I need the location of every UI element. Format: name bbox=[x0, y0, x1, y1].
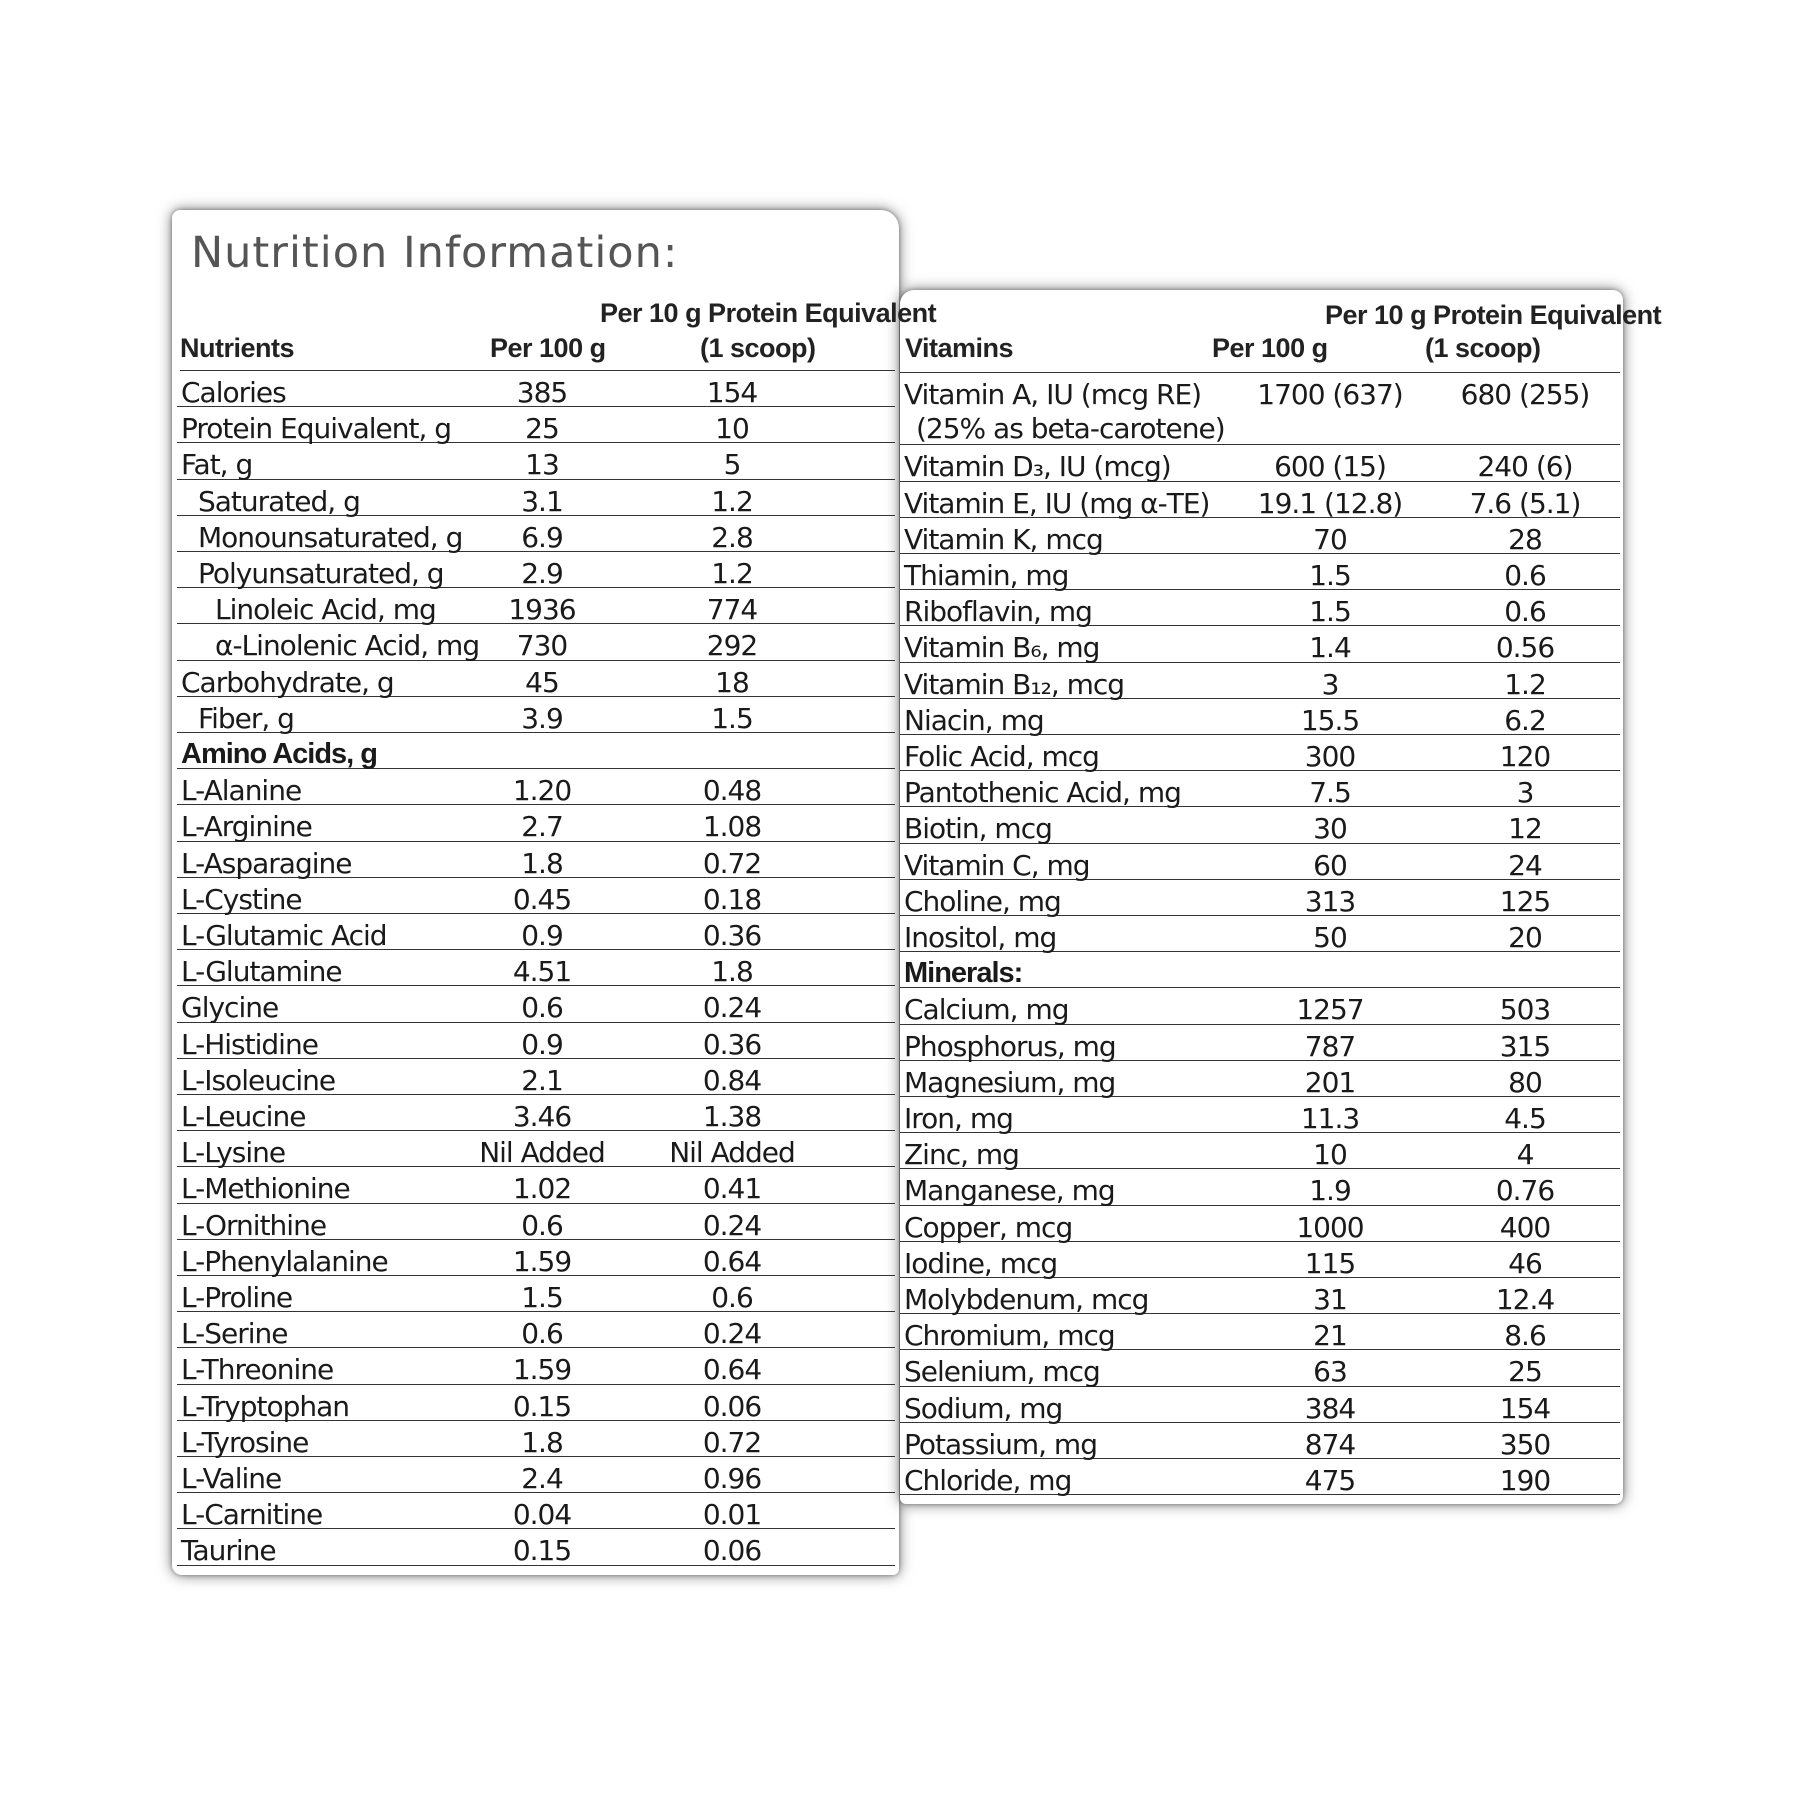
nutrient-name: Saturated, g bbox=[198, 484, 360, 518]
per-scoop-value: 8.6 bbox=[1504, 1319, 1546, 1353]
nutrient-name: Selenium, mcg bbox=[904, 1355, 1100, 1389]
per-100g-value: 63 bbox=[1313, 1355, 1347, 1389]
per-scoop-value: 20 bbox=[1508, 921, 1542, 954]
nutrient-name: L-Glutamine bbox=[181, 955, 342, 989]
per-scoop-value: 0.06 bbox=[702, 1534, 762, 1568]
per-100g-value: 0.15 bbox=[512, 1389, 572, 1423]
nutrient-name: L-Serine bbox=[181, 1317, 288, 1351]
per-100g-value: 70 bbox=[1313, 522, 1347, 556]
per-100g-value: 0.45 bbox=[512, 882, 572, 916]
nutrient-name: L-Asparagine bbox=[181, 846, 352, 880]
table-row bbox=[900, 772, 1620, 810]
table-row bbox=[177, 698, 895, 733]
nutrient-name: Zinc, mg bbox=[904, 1138, 1019, 1172]
per-100g-value: 25 bbox=[525, 412, 559, 446]
per-100g-value: 874 bbox=[1304, 1427, 1356, 1461]
nutrient-name: L-Threonine bbox=[181, 1353, 334, 1387]
per-100g-value: 1.5 bbox=[1309, 559, 1351, 592]
table-row bbox=[900, 1207, 1620, 1242]
nutrient-name: Monounsaturated, g bbox=[198, 520, 463, 554]
table-row bbox=[177, 625, 895, 663]
table-row bbox=[177, 1096, 895, 1131]
nutrient-name-note: (25% as beta-carotene) bbox=[916, 412, 1225, 446]
nutrient-name: L-Alanine bbox=[181, 774, 302, 808]
per-100g-value: 2.7 bbox=[521, 810, 563, 844]
nutrient-name: Chloride, mg bbox=[904, 1464, 1072, 1497]
table-row bbox=[900, 555, 1620, 590]
per-scoop-value: 0.6 bbox=[711, 1281, 753, 1314]
table-row bbox=[177, 915, 895, 950]
per-scoop-value: 0.41 bbox=[702, 1172, 762, 1206]
per-scoop-value: 0.06 bbox=[702, 1389, 762, 1423]
nutrient-name: L-Glutamic Acid bbox=[181, 919, 387, 952]
per-100g-value: 50 bbox=[1313, 921, 1347, 954]
per-scoop-value: 0.72 bbox=[702, 1425, 762, 1459]
table-row bbox=[177, 1458, 895, 1493]
nutrient-name: Glycine bbox=[181, 991, 279, 1025]
table-row bbox=[177, 1313, 895, 1351]
per-scoop-value: 25 bbox=[1508, 1355, 1542, 1389]
table-row bbox=[900, 1315, 1620, 1353]
right-header-rule bbox=[900, 372, 1620, 373]
table-row bbox=[177, 1132, 895, 1170]
table-row bbox=[177, 1494, 895, 1532]
nutrient-name: L-Isoleucine bbox=[181, 1063, 336, 1097]
per-100g-value: 1.4 bbox=[1309, 631, 1351, 665]
per-scoop-value: 154 bbox=[706, 376, 758, 409]
per-scoop-value: 190 bbox=[1499, 1464, 1551, 1497]
per-scoop-value: 0.24 bbox=[702, 991, 762, 1025]
right-col-scoop: (1 scoop) bbox=[1425, 333, 1541, 363]
per-scoop-value: 0.84 bbox=[702, 1063, 762, 1097]
nutrient-name: Vitamin D₃, IU (mcg) bbox=[904, 450, 1171, 484]
per-100g-value: 31 bbox=[1313, 1283, 1347, 1316]
per-scoop-value: 4 bbox=[1516, 1138, 1534, 1172]
nutrient-name: Carbohydrate, g bbox=[181, 665, 394, 699]
per-scoop-value: 24 bbox=[1508, 848, 1542, 882]
table-row bbox=[900, 591, 1620, 629]
nutrient-name: Molybdenum, mcg bbox=[904, 1283, 1149, 1316]
per-scoop-value: 680 (255) bbox=[1460, 378, 1590, 411]
per-100g-value: 201 bbox=[1304, 1065, 1356, 1099]
nutrient-name: L-Valine bbox=[181, 1462, 282, 1495]
table-row bbox=[177, 1530, 895, 1568]
nutrient-name: L-Methionine bbox=[181, 1172, 350, 1206]
table-row bbox=[177, 517, 895, 552]
per-100g-value: Nil Added bbox=[479, 1136, 605, 1170]
per-scoop-value: 0.6 bbox=[1504, 595, 1546, 629]
per-100g-value: 7.5 bbox=[1309, 776, 1351, 810]
per-scoop-value: 0.64 bbox=[702, 1244, 762, 1278]
table-row bbox=[177, 372, 895, 407]
nutrient-name: L-Tyrosine bbox=[181, 1425, 309, 1459]
per-scoop-value: 315 bbox=[1499, 1029, 1551, 1063]
per-100g-value: 313 bbox=[1304, 884, 1356, 918]
nutrient-name: Inositol, mg bbox=[904, 921, 1057, 954]
per-scoop-value: 0.18 bbox=[702, 882, 762, 916]
per-100g-value: 1936 bbox=[508, 593, 576, 627]
right-col-vitamins: Vitamins bbox=[905, 333, 1014, 363]
per-100g-value: 3.46 bbox=[512, 1100, 572, 1133]
nutrient-name: L-Tryptophan bbox=[181, 1389, 350, 1423]
per-100g-value: 1.59 bbox=[512, 1353, 572, 1387]
per-100g-value: 10 bbox=[1313, 1138, 1347, 1172]
per-100g-value: 15.5 bbox=[1300, 703, 1360, 737]
table-row bbox=[177, 1168, 895, 1206]
nutrient-name: Vitamin A, IU (mcg RE) bbox=[904, 378, 1202, 411]
table-row bbox=[177, 553, 895, 588]
table-row bbox=[177, 589, 895, 627]
per-100g-value: 0.15 bbox=[512, 1534, 572, 1568]
table-row bbox=[177, 408, 895, 446]
table-row bbox=[177, 879, 895, 914]
table-row bbox=[900, 627, 1620, 665]
per-100g-value: 0.9 bbox=[521, 919, 563, 952]
per-100g-value: 730 bbox=[516, 629, 568, 663]
per-100g-value: 19.1 (12.8) bbox=[1257, 486, 1403, 520]
per-100g-value: 1.02 bbox=[512, 1172, 572, 1206]
table-row bbox=[900, 736, 1620, 771]
per-scoop-value: 12 bbox=[1508, 812, 1542, 846]
table-row bbox=[177, 951, 895, 989]
nutrient-name: Folic Acid, mcg bbox=[904, 740, 1099, 773]
nutrient-name: Minerals: bbox=[904, 957, 1023, 990]
per-100g-value: 13 bbox=[525, 448, 559, 482]
table-row bbox=[900, 1351, 1620, 1389]
per-100g-value: 475 bbox=[1304, 1464, 1356, 1497]
table-row bbox=[177, 444, 895, 482]
per-scoop-value: 1.8 bbox=[711, 955, 753, 989]
left-col-nutrients: Nutrients bbox=[180, 333, 295, 363]
per-scoop-value: 18 bbox=[715, 665, 749, 699]
table-row bbox=[177, 1205, 895, 1240]
table-row bbox=[900, 989, 1620, 1027]
nutrient-name: Linoleic Acid, mg bbox=[215, 593, 436, 627]
nutrient-name: Potassium, mg bbox=[904, 1427, 1097, 1461]
table-row bbox=[900, 664, 1620, 699]
per-scoop-value: 46 bbox=[1508, 1246, 1542, 1280]
table-row bbox=[177, 1386, 895, 1421]
left-group-label: Per 10 g Protein Equivalent bbox=[600, 298, 937, 328]
nutrient-name: L-Leucine bbox=[181, 1100, 306, 1133]
per-scoop-value: 1.5 bbox=[711, 701, 753, 735]
per-scoop-value: 7.6 (5.1) bbox=[1469, 486, 1581, 520]
table-row bbox=[177, 770, 895, 808]
nutrient-name: L-Phenylalanine bbox=[181, 1244, 388, 1278]
per-scoop-value: 240 (6) bbox=[1477, 450, 1573, 484]
table-row bbox=[900, 1062, 1620, 1097]
table-row bbox=[177, 843, 895, 878]
per-scoop-value: 0.48 bbox=[702, 774, 762, 808]
per-100g-value: 115 bbox=[1304, 1246, 1356, 1280]
nutrient-name: Choline, mg bbox=[904, 884, 1061, 918]
per-scoop-value: 80 bbox=[1508, 1065, 1542, 1099]
per-100g-value: 60 bbox=[1313, 848, 1347, 882]
nutrient-name: Riboflavin, mg bbox=[904, 595, 1092, 629]
per-100g-value: 0.04 bbox=[512, 1498, 572, 1532]
nutrient-name: L-Arginine bbox=[181, 810, 312, 844]
nutrient-name: Biotin, mcg bbox=[904, 812, 1052, 846]
nutrient-name: Vitamin B₁₂, mcg bbox=[904, 667, 1125, 701]
table-row bbox=[177, 806, 895, 844]
table-row bbox=[900, 1388, 1620, 1423]
table-row bbox=[900, 1460, 1620, 1495]
per-100g-value: 1.20 bbox=[512, 774, 572, 808]
nutrient-name: L-Proline bbox=[181, 1281, 293, 1314]
table-row bbox=[900, 1026, 1620, 1061]
per-scoop-value: 1.2 bbox=[711, 484, 753, 518]
per-100g-value: 1.5 bbox=[521, 1281, 563, 1314]
per-scoop-value: 125 bbox=[1499, 884, 1551, 918]
left-col-per100: Per 100 g bbox=[490, 333, 606, 363]
right-col-per100: Per 100 g bbox=[1212, 333, 1328, 363]
per-100g-value: 1.8 bbox=[521, 846, 563, 880]
per-scoop-value: 0.36 bbox=[702, 919, 762, 952]
per-scoop-value: 1.38 bbox=[702, 1100, 762, 1133]
nutrient-name: Protein Equivalent, g bbox=[181, 412, 452, 446]
per-scoop-value: 6.2 bbox=[1504, 703, 1546, 737]
per-100g-value: 4.51 bbox=[512, 955, 572, 989]
nutrient-name: α-Linolenic Acid, mg bbox=[215, 629, 480, 663]
table-row bbox=[900, 845, 1620, 880]
per-100g-value: 3 bbox=[1321, 667, 1339, 701]
nutrient-name: Fat, g bbox=[181, 448, 253, 482]
table-row bbox=[900, 1098, 1620, 1133]
per-100g-value: 1000 bbox=[1296, 1210, 1364, 1244]
nutrient-name: Magnesium, mg bbox=[904, 1065, 1116, 1099]
per-scoop-value: 0.01 bbox=[702, 1498, 762, 1532]
table-row bbox=[900, 1279, 1620, 1314]
right-group-label: Per 10 g Protein Equivalent bbox=[1325, 300, 1662, 330]
table-row bbox=[177, 1024, 895, 1059]
nutrient-name: Phosphorus, mg bbox=[904, 1029, 1116, 1063]
per-100g-value: 384 bbox=[1304, 1391, 1356, 1425]
per-scoop-value: 0.64 bbox=[702, 1353, 762, 1387]
per-100g-value: 1257 bbox=[1296, 993, 1364, 1027]
nutrient-name: Sodium, mg bbox=[904, 1391, 1063, 1425]
per-100g-value: 3.9 bbox=[521, 701, 563, 735]
per-100g-value: 11.3 bbox=[1300, 1102, 1360, 1135]
per-scoop-value: 3 bbox=[1516, 776, 1534, 810]
nutrient-name: L-Carnitine bbox=[181, 1498, 323, 1532]
per-scoop-value: 0.72 bbox=[702, 846, 762, 880]
table-row bbox=[177, 481, 895, 516]
nutrient-name: L-Cystine bbox=[181, 882, 302, 916]
per-100g-value: 0.6 bbox=[521, 1317, 563, 1351]
table-row bbox=[900, 1424, 1620, 1459]
table-row bbox=[900, 483, 1620, 518]
nutrient-name: Calories bbox=[181, 376, 286, 409]
nutrient-name: L-Ornithine bbox=[181, 1208, 327, 1242]
nutrient-name: Calcium, mg bbox=[904, 993, 1069, 1027]
per-scoop-value: 0.24 bbox=[702, 1208, 762, 1242]
table-row bbox=[900, 519, 1620, 554]
nutrient-name: L-Histidine bbox=[181, 1027, 318, 1061]
per-100g-value: 2.1 bbox=[521, 1063, 563, 1097]
per-100g-value: 2.4 bbox=[521, 1462, 563, 1495]
per-100g-value: 787 bbox=[1304, 1029, 1356, 1063]
per-100g-value: 1.5 bbox=[1309, 595, 1351, 629]
per-100g-value: 0.6 bbox=[521, 1208, 563, 1242]
table-row bbox=[177, 987, 895, 1025]
table-row bbox=[177, 1241, 895, 1276]
nutrient-name: Vitamin B₆, mg bbox=[904, 631, 1100, 665]
per-100g-value: 0.9 bbox=[521, 1027, 563, 1061]
per-scoop-value: 28 bbox=[1508, 522, 1542, 556]
per-scoop-value: 0.56 bbox=[1495, 631, 1555, 665]
per-scoop-value: 1.2 bbox=[711, 557, 753, 590]
table-row bbox=[177, 662, 895, 697]
table-row bbox=[900, 881, 1620, 916]
section-row bbox=[900, 953, 1620, 988]
nutrient-name: Amino Acids, g bbox=[181, 738, 377, 770]
nutrient-name: Iron, mg bbox=[904, 1102, 1013, 1135]
per-scoop-value: 10 bbox=[715, 412, 749, 446]
per-100g-value: 1.9 bbox=[1309, 1174, 1351, 1208]
per-scoop-value: 400 bbox=[1499, 1210, 1551, 1244]
per-scoop-value: 1.08 bbox=[702, 810, 762, 844]
left-header-rule bbox=[180, 370, 895, 371]
nutrient-name: Manganese, mg bbox=[904, 1174, 1115, 1208]
per-100g-value: 0.6 bbox=[521, 991, 563, 1025]
table-row bbox=[900, 446, 1620, 484]
table-row bbox=[177, 1060, 895, 1095]
per-scoop-value: 1.2 bbox=[1504, 667, 1546, 701]
nutrient-name: Taurine bbox=[181, 1534, 276, 1568]
per-scoop-value: 0.6 bbox=[1504, 559, 1546, 592]
table-row bbox=[900, 808, 1620, 846]
nutrient-name: Niacin, mg bbox=[904, 703, 1044, 737]
per-100g-value: 1700 (637) bbox=[1257, 378, 1403, 411]
per-scoop-value: 350 bbox=[1499, 1427, 1551, 1461]
per-100g-value: 1.8 bbox=[521, 1425, 563, 1459]
table-row bbox=[177, 1277, 895, 1312]
per-scoop-value: 0.24 bbox=[702, 1317, 762, 1351]
nutrient-name: Vitamin C, mg bbox=[904, 848, 1090, 882]
per-100g-value: 600 (15) bbox=[1274, 450, 1386, 484]
per-100g-value: 3.1 bbox=[521, 484, 563, 518]
per-100g-value: 21 bbox=[1313, 1319, 1347, 1353]
per-scoop-value: 0.36 bbox=[702, 1027, 762, 1061]
per-100g-value: 30 bbox=[1313, 812, 1347, 846]
table-row bbox=[177, 1349, 895, 1387]
per-100g-value: 300 bbox=[1304, 740, 1356, 773]
per-scoop-value: 12.4 bbox=[1495, 1283, 1555, 1316]
table-row bbox=[900, 374, 1620, 445]
left-col-scoop: (1 scoop) bbox=[700, 333, 816, 363]
nutrient-name: L-Lysine bbox=[181, 1136, 286, 1170]
table-row bbox=[900, 1170, 1620, 1208]
table-row bbox=[900, 917, 1620, 952]
nutrient-name: Polyunsaturated, g bbox=[198, 557, 444, 590]
per-scoop-value: 0.76 bbox=[1495, 1174, 1555, 1208]
nutrient-name: Thiamin, mg bbox=[904, 559, 1069, 592]
nutrient-name: Copper, mcg bbox=[904, 1210, 1073, 1244]
per-scoop-value: 503 bbox=[1499, 993, 1551, 1027]
per-scoop-value: 292 bbox=[706, 629, 758, 663]
nutrient-name: Vitamin K, mcg bbox=[904, 522, 1103, 556]
per-scoop-value: 774 bbox=[706, 593, 758, 627]
per-100g-value: 6.9 bbox=[521, 520, 563, 554]
nutrient-name: Fiber, g bbox=[198, 701, 294, 735]
page-title: Nutrition Information: bbox=[191, 228, 679, 278]
per-100g-value: 2.9 bbox=[521, 557, 563, 590]
table-row bbox=[900, 1243, 1620, 1278]
table-row bbox=[900, 1134, 1620, 1172]
nutrient-name: Chromium, mcg bbox=[904, 1319, 1115, 1353]
per-100g-value: 1.59 bbox=[512, 1244, 572, 1278]
per-scoop-value: 2.8 bbox=[711, 520, 753, 554]
nutrient-name: Vitamin E, IU (mg α-TE) bbox=[904, 486, 1210, 520]
nutrient-name: Pantothenic Acid, mg bbox=[904, 776, 1181, 810]
table-row bbox=[900, 700, 1620, 735]
nutrient-name: Iodine, mcg bbox=[904, 1246, 1058, 1280]
per-scoop-value: 0.96 bbox=[702, 1462, 762, 1495]
per-scoop-value: 5 bbox=[723, 448, 741, 482]
section-row bbox=[177, 734, 895, 769]
per-scoop-value: Nil Added bbox=[669, 1136, 795, 1170]
per-scoop-value: 120 bbox=[1499, 740, 1551, 773]
per-100g-value: 45 bbox=[525, 665, 559, 699]
per-scoop-value: 154 bbox=[1499, 1391, 1551, 1425]
table-row bbox=[177, 1422, 895, 1457]
per-100g-value: 385 bbox=[516, 376, 568, 409]
per-scoop-value: 4.5 bbox=[1504, 1102, 1546, 1135]
